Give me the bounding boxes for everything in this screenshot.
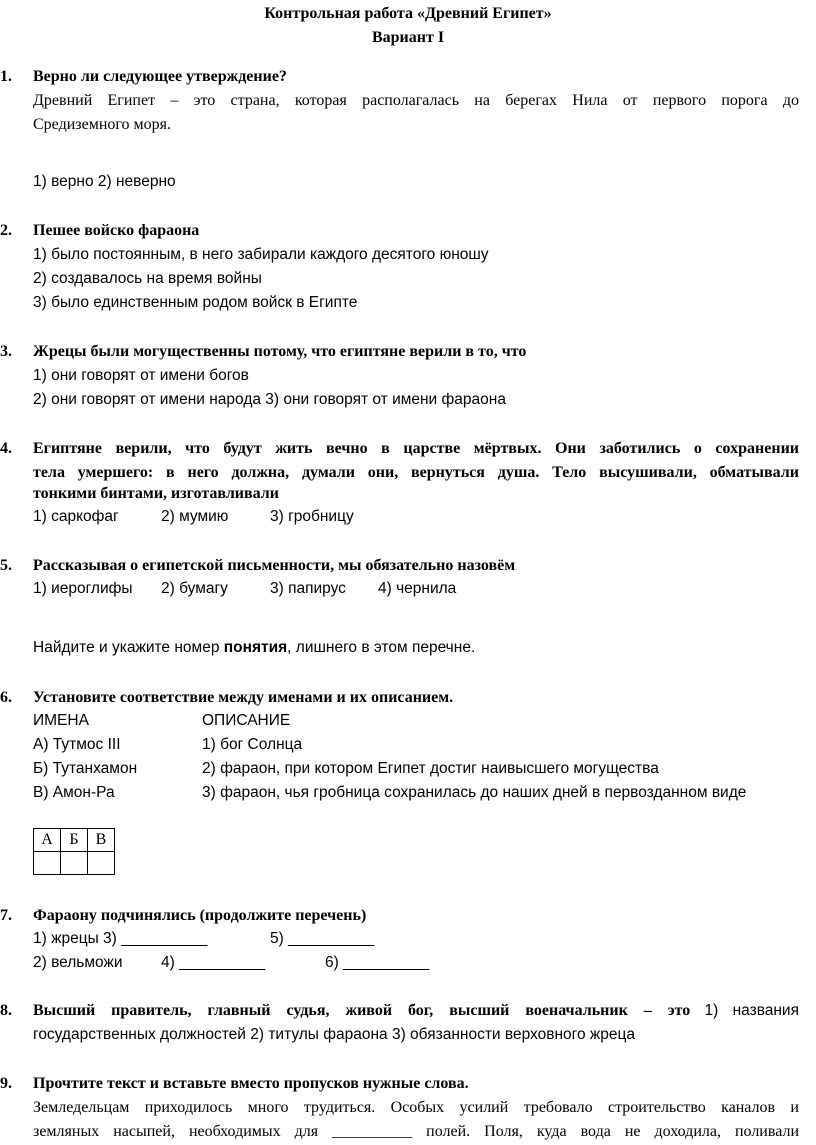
column-header-description: ОПИСАНИЕ — [202, 712, 291, 729]
question-text: Высший правитель, главный судья, живой бог, высший военачальник – это — [33, 1002, 691, 1019]
table-header-row — [34, 829, 115, 852]
answer-option: 4) чернила — [378, 580, 457, 597]
question-text-line-3: тонкими бинтами, изготавливали — [33, 485, 279, 502]
answer-table — [33, 828, 115, 875]
table-header-cell: А — [34, 829, 61, 852]
blank-item[interactable]: 5) __________ — [270, 930, 375, 947]
answer-option: 1) они говорят от имени богов — [33, 367, 249, 384]
instruction-emphasis: понятия — [223, 639, 288, 656]
answer-option: 2) бумагу — [161, 580, 228, 597]
blank-item[interactable]: 6) __________ — [325, 954, 430, 971]
question-text: Жрецы были могущественны потому, что египтяне верили в то, что — [33, 343, 527, 360]
answer-option: 2) создавалось на время войны — [33, 270, 262, 287]
answer-option: 3) гробницу — [270, 508, 354, 525]
question-text: Установите соответствие между именами и их описанием. — [33, 689, 454, 706]
answer-option: 2) они говорят от имени народа 3) они говорят от имени фараона — [33, 391, 506, 408]
question-text-line-2: тела умершего: в него должна, думали они, вернуться душа. Тело высушивали, обматывали — [33, 464, 799, 481]
description-item: 1) бог Солнца — [202, 736, 303, 753]
question-number: 4. — [0, 440, 12, 457]
question-number: 3. — [0, 343, 12, 360]
question-text-line-1: Египтяне верили, что будут жить вечно в царстве мёртвых. Они заботились о сохранении — [33, 440, 799, 457]
question-number: 9. — [0, 1075, 12, 1092]
document-title: Контрольная работа «Древний Египет» — [264, 5, 552, 22]
question-line-1 — [33, 1001, 799, 1021]
question-text: Прочтите текст и вставьте вместо пропусков нужные слова. — [33, 1075, 469, 1092]
answer-option: 1) было постоянным, в него забирали каждого десятого юношу — [33, 246, 489, 263]
text-line-1: Земледельцам приходилось много трудиться. Особых усилий требовало строительство каналов и — [33, 1099, 799, 1116]
list-item: 2) вельможи — [33, 954, 123, 971]
answer-option: 1) иероглифы — [33, 580, 133, 597]
answer-cell[interactable] — [61, 852, 88, 875]
question-text: Фараону подчинялись (продолжите перечень) — [33, 907, 367, 924]
name-item: Б) Тутанхамон — [33, 760, 138, 777]
table-header-cell: В — [88, 829, 115, 852]
question-text: Рассказывая о египетской письменности, мы обязательно назовём — [33, 557, 516, 574]
statement-line-1: Древний Египет – это страна, которая располагалась на берегах Нила от первого порога до — [33, 92, 799, 109]
answer-options-line-2: государственных должностей 2) титулы фараона 3) обязанности верховного жреца — [33, 1026, 635, 1043]
name-item: В) Амон-Ра — [33, 784, 115, 801]
question-text: Пешее войско фараона — [33, 222, 200, 239]
answer-options: 1) названия — [690, 1002, 799, 1019]
description-item: 2) фараон, при котором Египет достиг наивысшего могущества — [202, 760, 659, 777]
question-number: 5. — [0, 557, 12, 574]
answer-options: 1) верно 2) неверно — [33, 173, 176, 190]
blank-item[interactable]: 4) __________ — [161, 954, 266, 971]
answer-cell[interactable] — [88, 852, 115, 875]
column-header-names: ИМЕНА — [33, 712, 89, 729]
name-item: А) Тутмос III — [33, 736, 121, 753]
answer-option: 3) папирус — [270, 580, 346, 597]
question-text: Верно ли следующее утверждение? — [33, 68, 287, 85]
answer-cell[interactable] — [34, 852, 61, 875]
instruction-text: Найдите и укажите номер — [33, 639, 224, 656]
question-number: 1. — [0, 68, 12, 85]
question-number: 2. — [0, 222, 12, 239]
question-number: 7. — [0, 907, 12, 924]
answer-option: 3) было единственным родом войск в Египте — [33, 294, 358, 311]
text-line-2: земляных насыпей, необходимых для __________ полей. Поля, куда вода не доходила, поливали — [33, 1123, 799, 1140]
instruction-note — [33, 638, 475, 658]
instruction-text: , лишнего в этом перечне. — [287, 639, 476, 656]
variant-label: Вариант I — [371, 29, 445, 46]
table-answer-row — [34, 852, 115, 875]
table-header-cell: Б — [61, 829, 88, 852]
question-number: 6. — [0, 689, 12, 706]
answer-option: 2) мумию — [161, 508, 229, 525]
blank-item[interactable]: 1) жрецы 3) __________ — [33, 930, 208, 947]
description-item: 3) фараон, чья гробница сохранилась до наших дней в первозданном виде — [202, 784, 747, 801]
answer-option: 1) саркофаг — [33, 508, 119, 525]
statement-line-2: Средиземного моря. — [33, 116, 172, 133]
question-number: 8. — [0, 1002, 12, 1019]
